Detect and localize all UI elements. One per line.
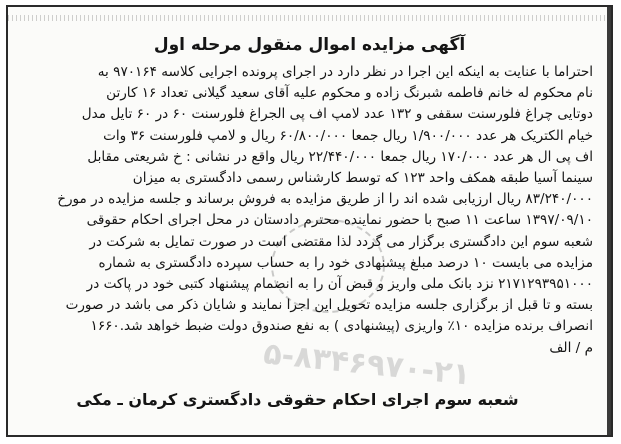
body-line-4: خیام الکتریک هر عدد ۱/۹۰۰/۰۰۰ ریال جمعا ۶۰/۸۰۰/۰۰۰ ریال و لامپ فلورسنت ۳۶ وات (103, 127, 593, 144)
issuer-signature: شعبه سوم اجرای احکام حقوقی دادگستری کرمان ـ مکی (76, 390, 519, 409)
body-line-1: احتراما با عنایت به اینکه این اجرا در نظر دارد در اجرای پرونده اجرایی کلاسه ۹۷۰۱۶۴ به (97, 64, 593, 80)
phone-watermark: ۵-۸۳۴۶۹۷۰-۲۱ (261, 336, 473, 393)
body-line-11: ۲۱۷۱۲۹۳۹۵۱۰۰۰ نزد بانک ملی واریز و قبض آن را به انضمام پیشنهاد کتبی خود در پاکت در (86, 276, 593, 293)
notice-title: آگهی مزایده اموال منقول مرحله اول (153, 35, 466, 55)
body-line-10: مزایده می بایست ۱۰ درصد مبلغ پیشنهادی خود را به حساب سپرده دادگستری به شماره (98, 254, 593, 271)
body-line-9: شعبه سوم این دادگستری برگزار می گردد لذا مقتضی است در صورت تمایل به شرکت در (89, 233, 593, 250)
notice-body (24, 62, 593, 359)
top-border-decoration (8, 15, 611, 21)
body-line-3: دوتایی چراغ فلورسنت سقفی و ۱۳۲ عدد لامپ اف پی الجراغ فلورسنت ۶۰ در ۶۰ تایل مدل (81, 106, 593, 123)
body-line-7: ۸۳/۲۴۰/۰۰۰ ریال ارزیابی شده اند را از طریق مزایده به فروش برساند و جلسه مزایده در مورخ (57, 191, 593, 208)
body-line-12: بسته و تا قبل از برگزاری جلسه مزایده تحویل این اجرا نمایند و شایان ذکر می باشد در صورت (65, 297, 593, 314)
body-line-6: سینما آسیا طبقه همکف واحد ۱۲۳ که توسط کارشناس رسمی دادگستری به میزان (132, 170, 593, 187)
body-line-14: م / الف (549, 339, 593, 356)
body-line-13: انصراف برنده مزایده ۱۰٪ واریزی (پیشنهادی ) به نفع صندوق دولت ضبط خواهد شد.۱۶۶۰ (90, 318, 593, 335)
body-line-2: نام محکوم له خانم فاطمه شبرنگ زاده و محکوم علیه آقای سعید گیلانی تعداد ۱۶ کارتن (106, 85, 593, 102)
newspaper-clipping (6, 5, 613, 437)
body-line-8: ۱۳۹۷/۰۹/۱۰ ساعت ۱۱ صبح با حضور نماینده محترم دادستان در محل اجرای احکام حقوقی (86, 212, 593, 229)
body-line-5: اف پی ال هر عدد ۱۷۰/۰۰۰ ریال جمعا ۲۲/۴۴۰/۰۰۰ ریال واقع در نشانی : خ شریعتی مقابل (87, 148, 593, 165)
